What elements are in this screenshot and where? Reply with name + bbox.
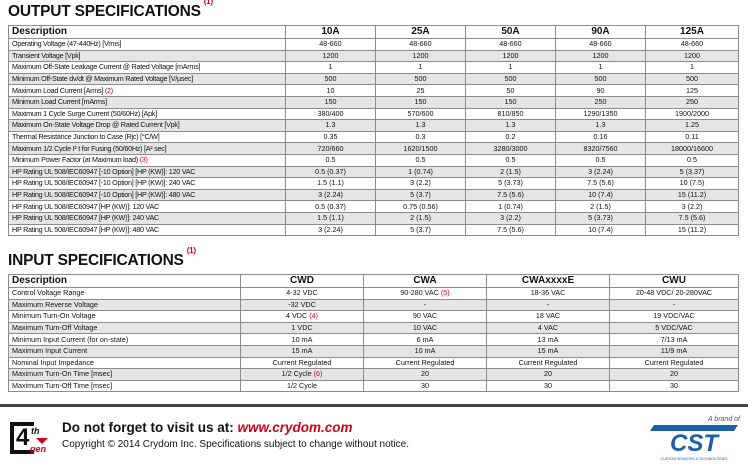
table-cell: 15 (11.2): [646, 189, 739, 201]
table-cell: 3 (2.2): [466, 212, 556, 224]
cell-value: -: [672, 299, 676, 309]
table-cell: 500: [286, 73, 376, 85]
row-label: Maximum Turn-Off Voltage: [9, 322, 241, 334]
cell-value: 30: [670, 381, 678, 391]
cell-value: 1/2 Cycle: [287, 381, 317, 391]
table-row: [9, 131, 739, 143]
footnote-ref: (6): [313, 369, 323, 379]
table-cell: 10: [286, 85, 376, 97]
row-label: [9, 39, 286, 51]
row-label: [9, 96, 286, 108]
table-cell: [364, 345, 487, 357]
table-cell: [241, 322, 364, 334]
table-cell: 1.3: [376, 120, 466, 132]
logo-4th-number: 4: [16, 424, 30, 451]
cell-value: 15 mA: [537, 346, 559, 356]
table-cell: [364, 299, 487, 311]
row-label: [9, 189, 286, 201]
table-cell: 0.2: [466, 131, 556, 143]
cell-value: 4-32 VDC: [286, 288, 318, 298]
row-label: [9, 85, 286, 97]
cell-value: 10 mA: [414, 346, 436, 356]
row-label: [9, 131, 286, 143]
table-cell: [241, 380, 364, 392]
table-cell: [487, 380, 610, 392]
table-cell: 150: [466, 96, 556, 108]
row-label: [9, 62, 286, 74]
table-row: [9, 380, 739, 392]
table-cell: [487, 322, 610, 334]
table-cell: 0.75 (0.56): [376, 201, 466, 213]
cell-value: 10 mA: [291, 334, 313, 344]
table-cell: 25: [376, 85, 466, 97]
table-cell: 1.3: [466, 120, 556, 132]
cell-value: -: [546, 299, 550, 309]
title-note: (1): [186, 246, 196, 255]
table-cell: [487, 334, 610, 346]
column-header-rating: 125A: [646, 26, 739, 39]
cell-value: 18-36 VAC: [530, 288, 566, 298]
table-cell: [487, 288, 610, 300]
cell-value: 90 VAC: [412, 311, 438, 321]
table-row: [9, 96, 739, 108]
cell-value: Current Regulated: [518, 357, 578, 367]
row-label-text: Minimum Off-State dv/dt @ Maximum Rated Voltage [V/µsec]: [12, 74, 194, 84]
row-label: [9, 73, 286, 85]
table-row: [9, 201, 739, 213]
column-header-model: CWD: [241, 275, 364, 288]
table-cell: [610, 299, 739, 311]
table-cell: 7.5 (5.6): [466, 189, 556, 201]
table-cell: [610, 345, 739, 357]
table-cell: [487, 357, 610, 369]
table-cell: [241, 299, 364, 311]
table-cell: 3 (2.2): [376, 178, 466, 190]
table-cell: 10 (7.5): [646, 178, 739, 190]
table-cell: 250: [646, 96, 739, 108]
cell-value: 1 VDC: [291, 323, 313, 333]
input-specifications-title: INPUT SPECIFICATIONS$^{(1)}$: [8, 246, 196, 270]
table-cell: 2 (1.5): [556, 201, 646, 213]
row-label: Maximum Input Current: [9, 345, 241, 357]
table-row: [9, 143, 739, 155]
brand-tagline: CUSTOM SENSORS & TECHNOLOGIES: [660, 457, 728, 461]
row-label-text: Thermal Resistance Junction to Case (Rjc) [°C/W]: [12, 132, 160, 142]
table-cell: 570/600: [376, 108, 466, 120]
output-specifications-table: [8, 25, 739, 236]
column-header-description: Description: [9, 275, 241, 288]
title-note: (1): [203, 0, 213, 6]
table-cell: [610, 288, 739, 300]
table-cell: 50: [466, 85, 556, 97]
table-cell: 1 (0.74): [376, 166, 466, 178]
table-cell: 250: [556, 96, 646, 108]
table-row: [9, 224, 739, 236]
table-cell: 1.3: [286, 120, 376, 132]
table-cell: 150: [376, 96, 466, 108]
table-cell: [241, 369, 364, 381]
table-row: [9, 322, 739, 334]
table-cell: [610, 334, 739, 346]
table-cell: 5 (3.73): [466, 178, 556, 190]
footnote-ref: (5): [440, 288, 450, 298]
row-label: [9, 224, 286, 236]
table-cell: 5 (3.37): [646, 166, 739, 178]
4th-gen-logo: [6, 418, 52, 458]
table-cell: 7.5 (5.6): [646, 212, 739, 224]
row-label-text: Minimum Load Current [mArms]: [12, 97, 107, 107]
table-cell: [241, 357, 364, 369]
table-row: [9, 120, 739, 132]
cell-value: 11/9 mA: [660, 346, 688, 356]
table-cell: 3 (2.2): [646, 201, 739, 213]
table-cell: 0.5 (0.37): [286, 166, 376, 178]
table-cell: 1.5 (1.1): [286, 178, 376, 190]
table-cell: 1: [376, 62, 466, 74]
cell-value: Current Regulated: [395, 357, 455, 367]
table-cell: 1200: [466, 50, 556, 62]
table-cell: 2 (1.5): [466, 166, 556, 178]
table-row: [9, 345, 739, 357]
table-cell: 0.5: [646, 154, 739, 166]
table-cell: 5 (3.7): [376, 189, 466, 201]
table-cell: [241, 334, 364, 346]
table-cell: 1.5 (1.1): [286, 212, 376, 224]
table-row: [9, 288, 739, 300]
table-cell: 10 (7.4): [556, 189, 646, 201]
website-link[interactable]: www.crydom.com: [237, 420, 353, 435]
table-cell: 3 (2.24): [556, 166, 646, 178]
table-cell: 0.5: [556, 154, 646, 166]
table-cell: 48-660: [376, 39, 466, 51]
table-cell: 8320/7560: [556, 143, 646, 155]
table-row: [9, 334, 739, 346]
table-cell: 380/400: [286, 108, 376, 120]
cell-value: 90-280 VAC: [400, 288, 439, 298]
row-label: [9, 178, 286, 190]
table-cell: [487, 299, 610, 311]
table-row: [9, 311, 739, 323]
table-row: [9, 108, 739, 120]
table-row: [9, 73, 739, 85]
row-label: Maximum Turn-On Time [msec]: [9, 369, 241, 381]
footnote-ref: (3): [139, 155, 148, 165]
row-label-text: Maximum On-State Voltage Drop @ Rated Current [Vpk]: [12, 120, 180, 130]
row-label: [9, 154, 286, 166]
table-cell: 7.5 (5.6): [466, 224, 556, 236]
table-cell: [610, 369, 739, 381]
table-cell: [364, 311, 487, 323]
row-label: [9, 143, 286, 155]
table-cell: 5 (3.73): [556, 212, 646, 224]
table-cell: 1200: [556, 50, 646, 62]
row-label-text: HP Rating UL 508/IEC60947 [-10 Option] [HP (KW)]: 480 VAC: [12, 190, 196, 200]
promo-text: Do not forget to visit us at: www.crydom.com: [62, 420, 353, 435]
table-cell: 1900/2000: [646, 108, 739, 120]
table-cell: 10 (7.4): [556, 224, 646, 236]
column-header-model: CWAxxxxE: [487, 275, 610, 288]
table-row: [9, 154, 739, 166]
cell-value: 20-48 VDC/ 20-280VAC: [635, 288, 713, 298]
row-label: Control Voltage Range: [9, 288, 241, 300]
cell-value: -32 VDC: [288, 299, 316, 309]
cell-value: 15 mA: [291, 346, 313, 356]
row-label: [9, 212, 286, 224]
cell-value: 20: [544, 369, 552, 379]
table-cell: 0.5: [286, 154, 376, 166]
table-cell: 48-660: [646, 39, 739, 51]
cell-value: 20: [670, 369, 678, 379]
table-cell: [487, 369, 610, 381]
table-row: [9, 62, 739, 74]
row-label-text: HP Rating UL 508/IEC60947 [HP (KW)]: 240 VAC: [12, 213, 159, 223]
table-row: [9, 189, 739, 201]
row-label: Minimum Input Current (for on-state): [9, 334, 241, 346]
table-row: [9, 39, 739, 51]
table-cell: 720/660: [286, 143, 376, 155]
table-cell: 1620/1500: [376, 143, 466, 155]
row-label: Minimum Turn-On Voltage: [9, 311, 241, 323]
row-label-text: Operating Voltage (47-440Hz) [Vrms]: [12, 39, 122, 49]
row-label: Maximum Turn-Off Time [msec]: [9, 380, 241, 392]
table-cell: 15 (11.2): [646, 224, 739, 236]
brand-name: CST: [670, 430, 718, 457]
row-label: [9, 166, 286, 178]
table-cell: [610, 380, 739, 392]
table-cell: 1: [286, 62, 376, 74]
table-cell: 0.5: [466, 154, 556, 166]
table-cell: 48-660: [286, 39, 376, 51]
cst-brand-logo: [646, 413, 742, 463]
cell-value: 19 VDC/VAC: [653, 311, 695, 321]
row-label-text: Minimum Power Factor (at Maximum load): [12, 155, 138, 165]
table-cell: 150: [286, 96, 376, 108]
table-cell: 1200: [646, 50, 739, 62]
table-cell: 7.5 (5.6): [556, 178, 646, 190]
footnote-ref: (2): [104, 85, 113, 95]
table-cell: 125: [646, 85, 739, 97]
cell-value: 30: [544, 381, 552, 391]
copyright-text: Copyright © 2014 Crydom Inc. Specifications subject to change without notice.: [62, 439, 409, 450]
cell-value: Current Regulated: [644, 357, 704, 367]
table-cell: [610, 357, 739, 369]
row-label: Maximum Reverse Voltage: [9, 299, 241, 311]
logo-4th-word: gen: [30, 444, 47, 454]
table-cell: [241, 288, 364, 300]
table-cell: 0.5 (0.37): [286, 201, 376, 213]
row-label-text: HP Rating UL 508/IEC60947 [HP (KW)]: 120 VAC: [12, 201, 159, 211]
table-cell: 500: [646, 73, 739, 85]
row-label: [9, 108, 286, 120]
output-specifications-title: OUTPUT SPECIFICATIONS$^{(1)}$: [8, 3, 213, 21]
table-cell: 1 (0.74): [466, 201, 556, 213]
row-label-text: Transient Voltage [Vpk]: [12, 50, 81, 60]
column-header-description: Description: [9, 26, 286, 39]
table-cell: [364, 322, 487, 334]
footnote-ref: (4): [309, 311, 318, 321]
row-label-text: HP Rating UL 508/IEC60947 [-10 Option] [HP (KW)]: 240 VAC: [12, 178, 196, 188]
table-cell: 3280/3000: [466, 143, 556, 155]
row-label: [9, 201, 286, 213]
table-cell: 500: [466, 73, 556, 85]
row-label: [9, 120, 286, 132]
table-row: [9, 369, 739, 381]
column-header-rating: 90A: [556, 26, 646, 39]
table-cell: [487, 345, 610, 357]
table-cell: 48-660: [466, 39, 556, 51]
table-cell: 0.5: [376, 154, 466, 166]
table-cell: 1.3: [556, 120, 646, 132]
table-cell: 48-660: [556, 39, 646, 51]
column-header-model: CWA: [364, 275, 487, 288]
cell-value: -: [423, 299, 427, 309]
table-cell: 2 (1.5): [376, 212, 466, 224]
input-specifications-table: [8, 274, 739, 392]
cell-value: 10 VAC: [412, 323, 438, 333]
row-label-text: HP Rating UL 508/IEC60947 [HP (KW)]: 480 VAC: [12, 224, 159, 234]
cell-value: 13 mA: [537, 334, 559, 344]
table-row: [9, 357, 739, 369]
cell-value: 30: [421, 381, 429, 391]
footer-divider: [0, 404, 748, 407]
table-cell: [364, 334, 487, 346]
table-cell: [241, 345, 364, 357]
table-cell: 1200: [376, 50, 466, 62]
table-cell: [487, 311, 610, 323]
column-header-rating: 50A: [466, 26, 556, 39]
table-cell: [364, 288, 487, 300]
table-cell: 90: [556, 85, 646, 97]
cell-value: 6 mA: [416, 334, 434, 344]
table-row: [9, 50, 739, 62]
table-cell: 0.16: [556, 131, 646, 143]
table-cell: 0.11: [646, 131, 739, 143]
column-header-rating: 10A: [286, 26, 376, 39]
cell-value: 7/13 mA: [660, 334, 688, 344]
table-row: [9, 85, 739, 97]
table-row: [9, 178, 739, 190]
table-cell: [241, 311, 364, 323]
table-row: [9, 299, 739, 311]
cell-value: 1/2 Cycle: [281, 369, 312, 379]
table-cell: 18000/16600: [646, 143, 739, 155]
table-cell: 1.25: [646, 120, 739, 132]
table-cell: [610, 311, 739, 323]
table-cell: 500: [556, 73, 646, 85]
column-header-rating: 25A: [376, 26, 466, 39]
table-cell: 1: [466, 62, 556, 74]
row-label: Nominal Input Impedance: [9, 357, 241, 369]
cell-value: 18 VAC: [535, 311, 561, 321]
table-cell: 1: [556, 62, 646, 74]
brand-of-text: A brand of: [707, 416, 740, 423]
table-cell: 1: [646, 62, 739, 74]
table-cell: [364, 380, 487, 392]
table-row: [9, 166, 739, 178]
row-label-text: Maximum 1 Cycle Surge Current (50/60Hz) [Apk]: [12, 108, 157, 118]
table-cell: 0.35: [286, 131, 376, 143]
row-label-text: Maximum Off-State Leakage Current @ Rated Voltage [mArms]: [12, 62, 201, 72]
table-cell: 810/850: [466, 108, 556, 120]
table-cell: 1290/1350: [556, 108, 646, 120]
column-header-model: CWU: [610, 275, 739, 288]
cell-value: 4 VDC: [286, 311, 308, 321]
table-cell: 1200: [286, 50, 376, 62]
table-cell: [364, 357, 487, 369]
logo-4th-suffix: th: [31, 426, 40, 436]
table-cell: [610, 322, 739, 334]
row-label: [9, 50, 286, 62]
table-cell: 5 (3.7): [376, 224, 466, 236]
cell-value: Current Regulated: [272, 357, 332, 367]
row-label-text: Maximum 1/2 Cycle I² t for Fusing (50/60Hz) [A² sec]: [12, 143, 167, 153]
table-row: [9, 212, 739, 224]
row-label-text: Maximum Load Current [Arms]: [12, 85, 104, 95]
row-label-text: HP Rating UL 508/IEC60947 [-10 Option] [HP (KW)]: 120 VAC: [12, 166, 196, 176]
cell-value: 20: [421, 369, 429, 379]
table-cell: 3 (2.24): [286, 189, 376, 201]
table-cell: 3 (2.24): [286, 224, 376, 236]
table-cell: 0.3: [376, 131, 466, 143]
table-cell: [364, 369, 487, 381]
cell-value: 4 VAC: [537, 323, 559, 333]
table-cell: 500: [376, 73, 466, 85]
cell-value: 5 VDC/VAC: [655, 323, 693, 333]
